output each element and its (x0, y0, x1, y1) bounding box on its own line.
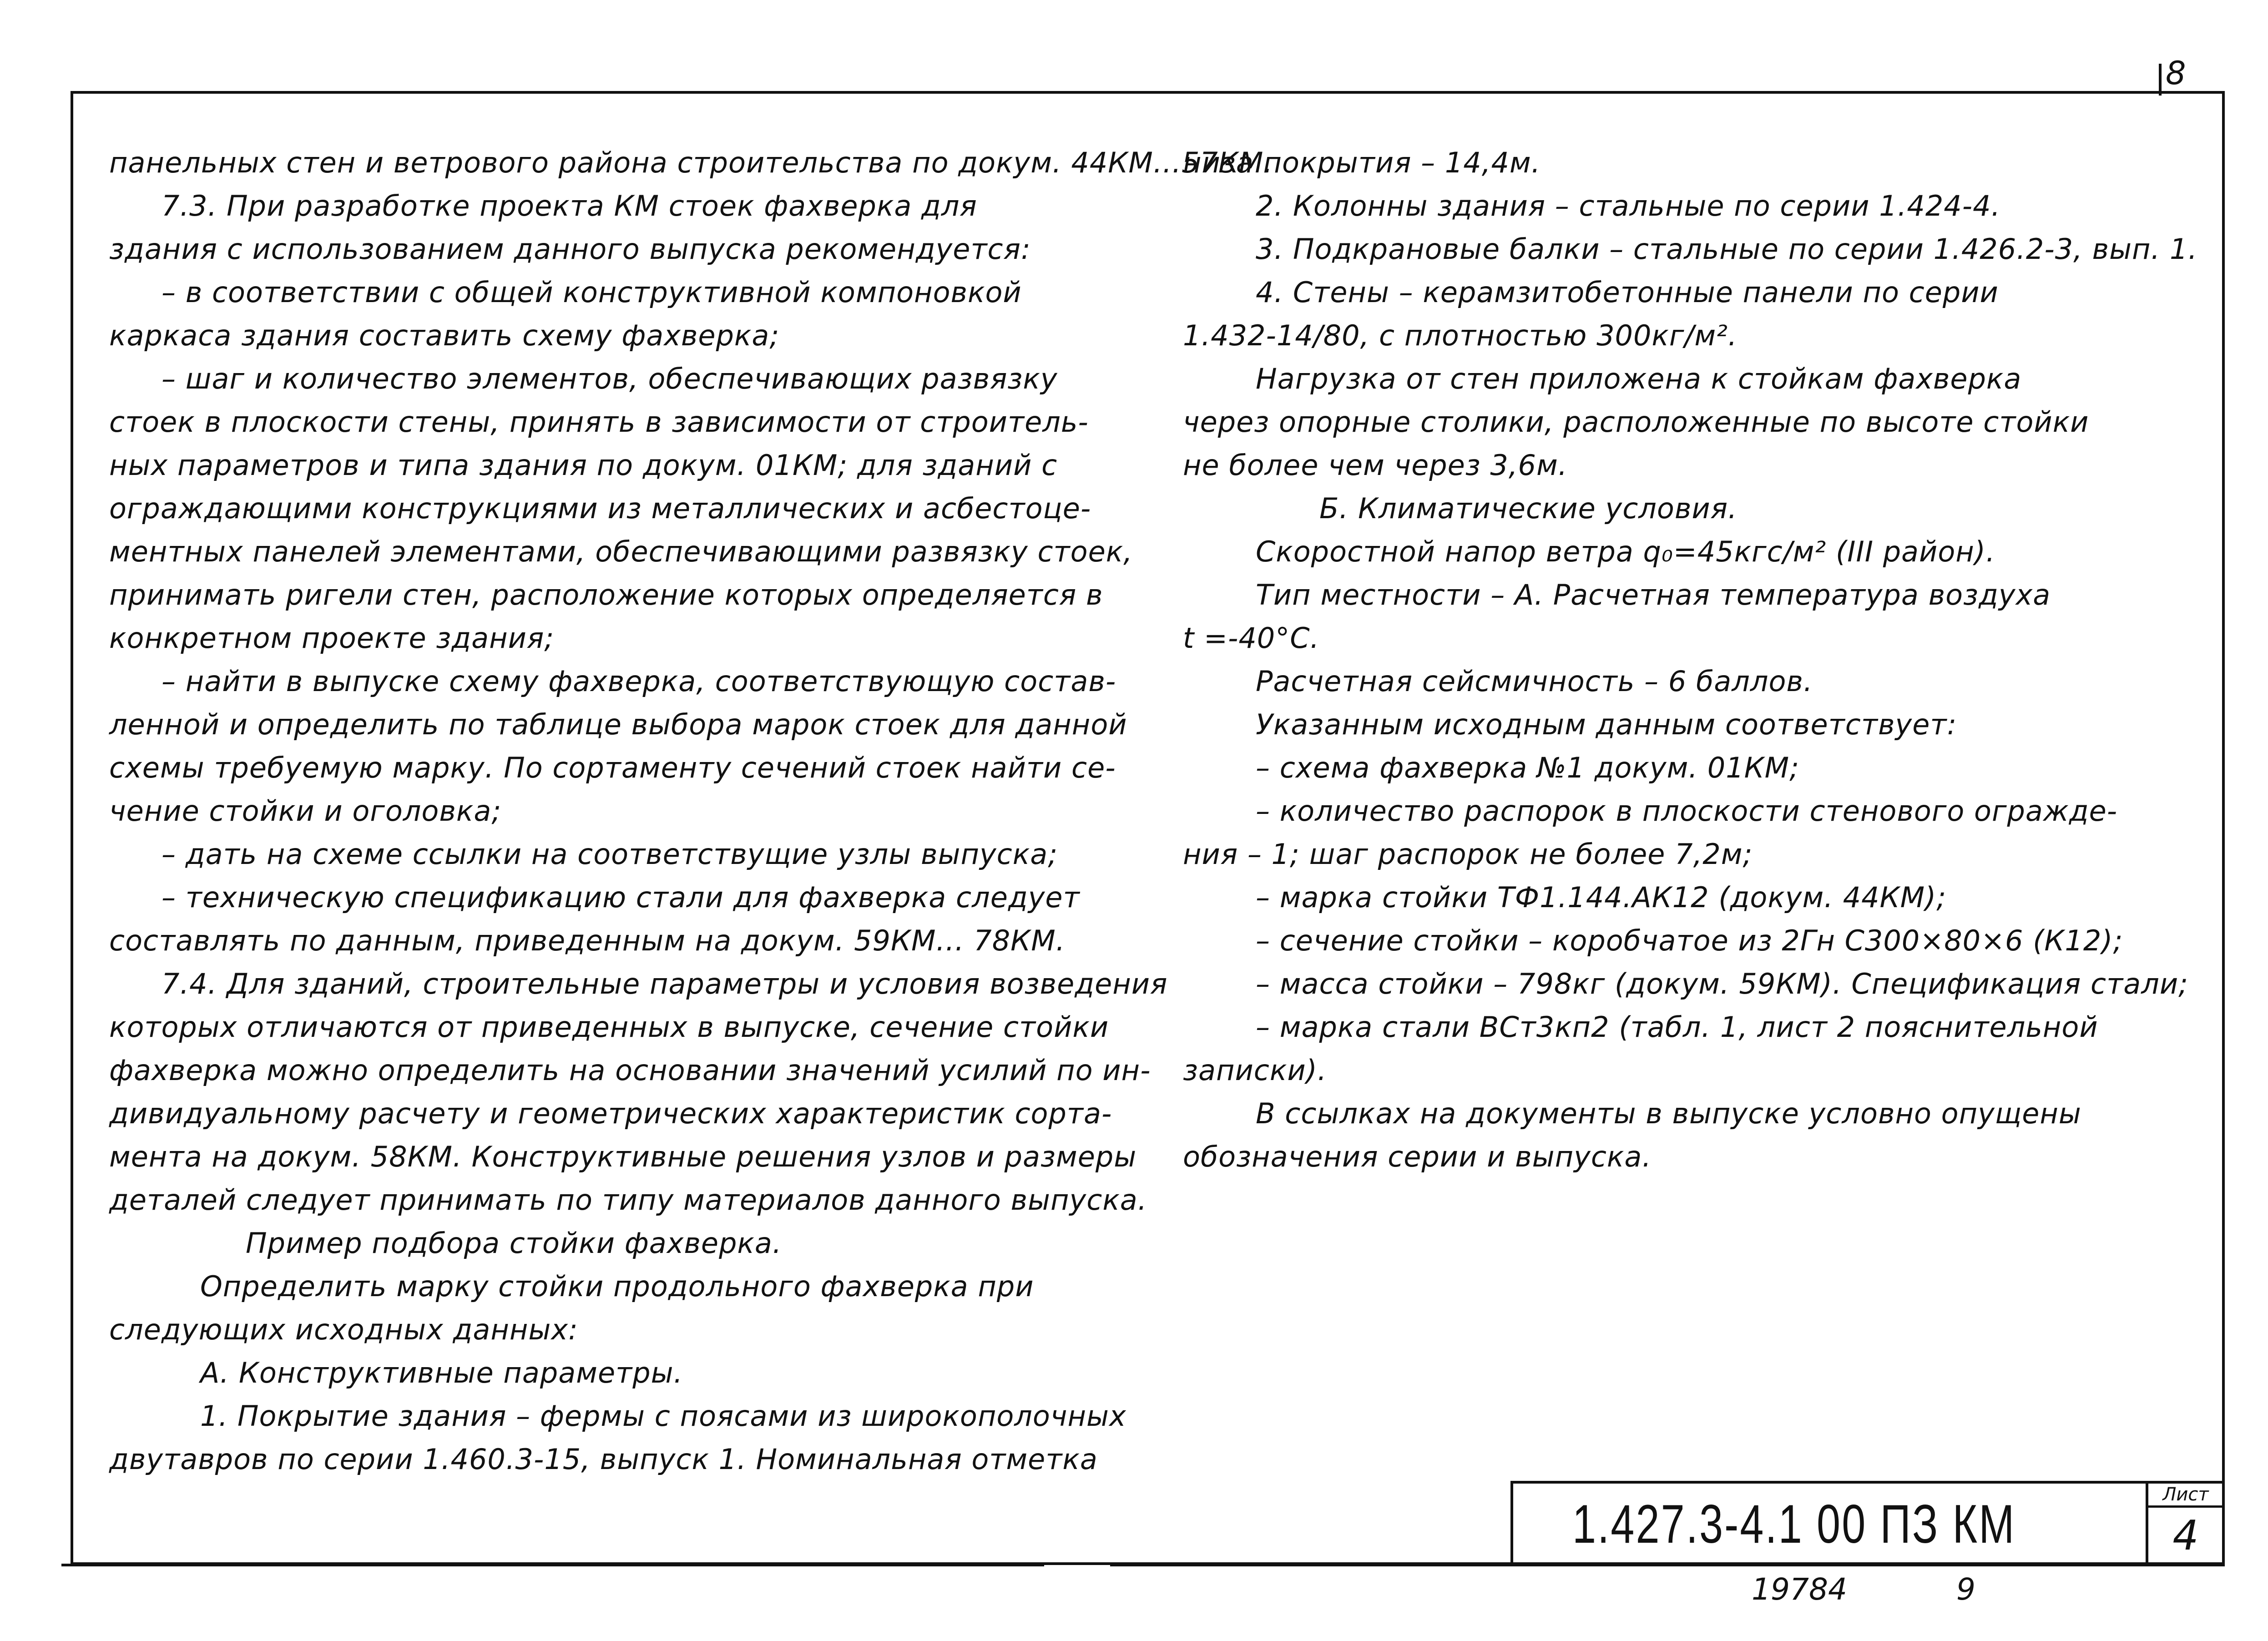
text-line: записки). (1183, 1054, 1327, 1087)
text-line: – шаг и количество элементов, обеспечивающих развязку (162, 362, 1058, 395)
text-line: не более чем через 3,6м. (1183, 449, 1568, 482)
text-line: – количество распорок в плоскости стенового огражде- (1256, 794, 2118, 828)
text-line: низа покрытия – 14,4м. (1183, 146, 1541, 179)
text-line: 2. Колонны здания – стальные по серии 1.424-4. (1256, 189, 2001, 222)
text-line: – сечение стойки – коробчатое из 2Гн С300×80×6 (К12); (1256, 924, 2123, 957)
sheet-cell (2146, 1484, 2223, 1562)
text-line: ния – 1; шаг распорок не более 7,2м; (1183, 838, 1753, 871)
text-line: Б. Климатические условия. (1319, 492, 1738, 525)
text-line: ных параметров и типа здания по докум. 01КМ; для зданий с (109, 449, 1058, 482)
text-line: стоек в плоскости стены, принять в зависимости от строитель- (109, 405, 1089, 439)
bottom-rule-left (61, 1564, 1044, 1566)
text-line: двутавров по серии 1.460.3-15, выпуск 1. Номинальная отметка (109, 1443, 1098, 1476)
text-line: которых отличаются от приведенных в выпуске, сечение стойки (109, 1010, 1109, 1044)
text-line: каркаса здания составить схему фахверка; (109, 319, 780, 352)
text-line: панельных стен и ветрового района строительства по докум. 44КМ...57КМ. (109, 146, 1273, 179)
text-line: конкретном проекте здания; (109, 621, 555, 655)
text-line: фахверка можно определить на основании значений усилий по ин- (109, 1054, 1151, 1087)
text-line: ментных панелей элементами, обеспечивающими развязку стоек, (109, 535, 1133, 568)
text-line: В ссылках на документы в выпуске условно опущены (1256, 1097, 2081, 1130)
title-block (1510, 1481, 2225, 1565)
bottom-rule-right (1110, 1564, 2225, 1566)
text-line: ограждающими конструкциями из металлических и асбестоце- (109, 492, 1091, 525)
text-line: А. Конструктивные параметры. (200, 1356, 683, 1389)
text-line: 7.3. При разработке проекта КМ стоек фахверка для (162, 189, 977, 222)
text-line: принимать ригели стен, расположение которых определяется в (109, 578, 1103, 611)
text-line: мента на докум. 58КМ. Конструктивные решения узлов и размеры (109, 1140, 1137, 1173)
text-line: – масса стойки – 798кг (докум. 59КМ). Спецификация стали; (1256, 967, 2189, 1000)
text-line: 3. Подкрановые балки – стальные по серии 1.426.2-3, вып. 1. (1256, 232, 2198, 266)
text-line: t =-40°С. (1183, 621, 1320, 655)
text-line: схемы требуемую марку. По сортаменту сечений стоек найти се- (109, 751, 1116, 784)
text-line: 1.432-14/80, с плотностью 300кг/м². (1183, 319, 1738, 352)
text-line: – марка стали ВСт3кп2 (табл. 1, лист 2 пояснительной (1256, 1010, 2098, 1044)
text-line: 4. Стены – керамзитобетонные панели по серии (1256, 276, 1999, 309)
text-line: 1. Покрытие здания – фермы с поясами из широкополочных (200, 1399, 1126, 1433)
text-line: – марка стойки ТФ1.144.АК12 (докум. 44КМ); (1256, 881, 1947, 914)
text-line: через опорные столики, расположенные по высоте стойки (1183, 405, 2089, 439)
text-line: Тип местности – А. Расчетная температура воздуха (1256, 578, 2051, 611)
text-line: – схема фахверка №1 докум. 01КМ; (1256, 751, 1800, 784)
text-line: Указанным исходным данным соответствует: (1256, 708, 1957, 741)
text-line: деталей следует принимать по типу материалов данного выпуска. (109, 1183, 1147, 1217)
text-line: – в соответствии с общей конструктивной компоновкой (162, 276, 1022, 309)
text-line: Пример подбора стойки фахверка. (246, 1227, 782, 1260)
text-line: составлять по данным, приведенным на докум. 59КМ... 78КМ. (109, 924, 1066, 957)
text-line: чение стойки и оголовка; (109, 794, 502, 828)
text-line: следующих исходных данных: (109, 1313, 578, 1346)
text-line: Нагрузка от стен приложена к стойкам фахверка (1256, 362, 2022, 395)
sheet-label: Лист (2148, 1484, 2223, 1508)
document-code: 1.427.3-4.1 00 ПЗ КМ (1572, 1494, 2016, 1555)
sheet-number: 4 (2172, 1512, 2199, 1560)
text-line: здания с использованием данного выпуска рекомендуется: (109, 232, 1031, 266)
text-line: дивидуальному расчету и геометрических характеристик сорта- (109, 1097, 1112, 1130)
inventory-number: 19784 (1752, 1572, 1847, 1607)
page-number: 9 (1956, 1572, 1975, 1607)
text-line: Скоростной напор ветра q₀=45кгс/м² (III район). (1256, 535, 1995, 568)
text-line: обозначения серии и выпуска. (1183, 1140, 1652, 1173)
text-line: – найти в выпуске схему фахверка, соответствующую состав- (162, 665, 1116, 698)
text-line: – дать на схеме ссылки на соответствущие узлы выпуска; (162, 838, 1058, 871)
corner-page-mark: 8 (2166, 55, 2186, 92)
right-text-column (1183, 141, 2198, 1178)
text-line: ленной и определить по таблице выбора марок стоек для данной (109, 708, 1127, 741)
text-line: 7.4. Для зданий, строительные параметры и условия возведения (162, 967, 1168, 1000)
text-line: Расчетная сейсмичность – 6 баллов. (1256, 665, 1813, 698)
text-line: – техническую спецификацию стали для фахверка следует (162, 881, 1080, 914)
text-line: Определить марку стойки продольного фахверка при (200, 1270, 1034, 1303)
